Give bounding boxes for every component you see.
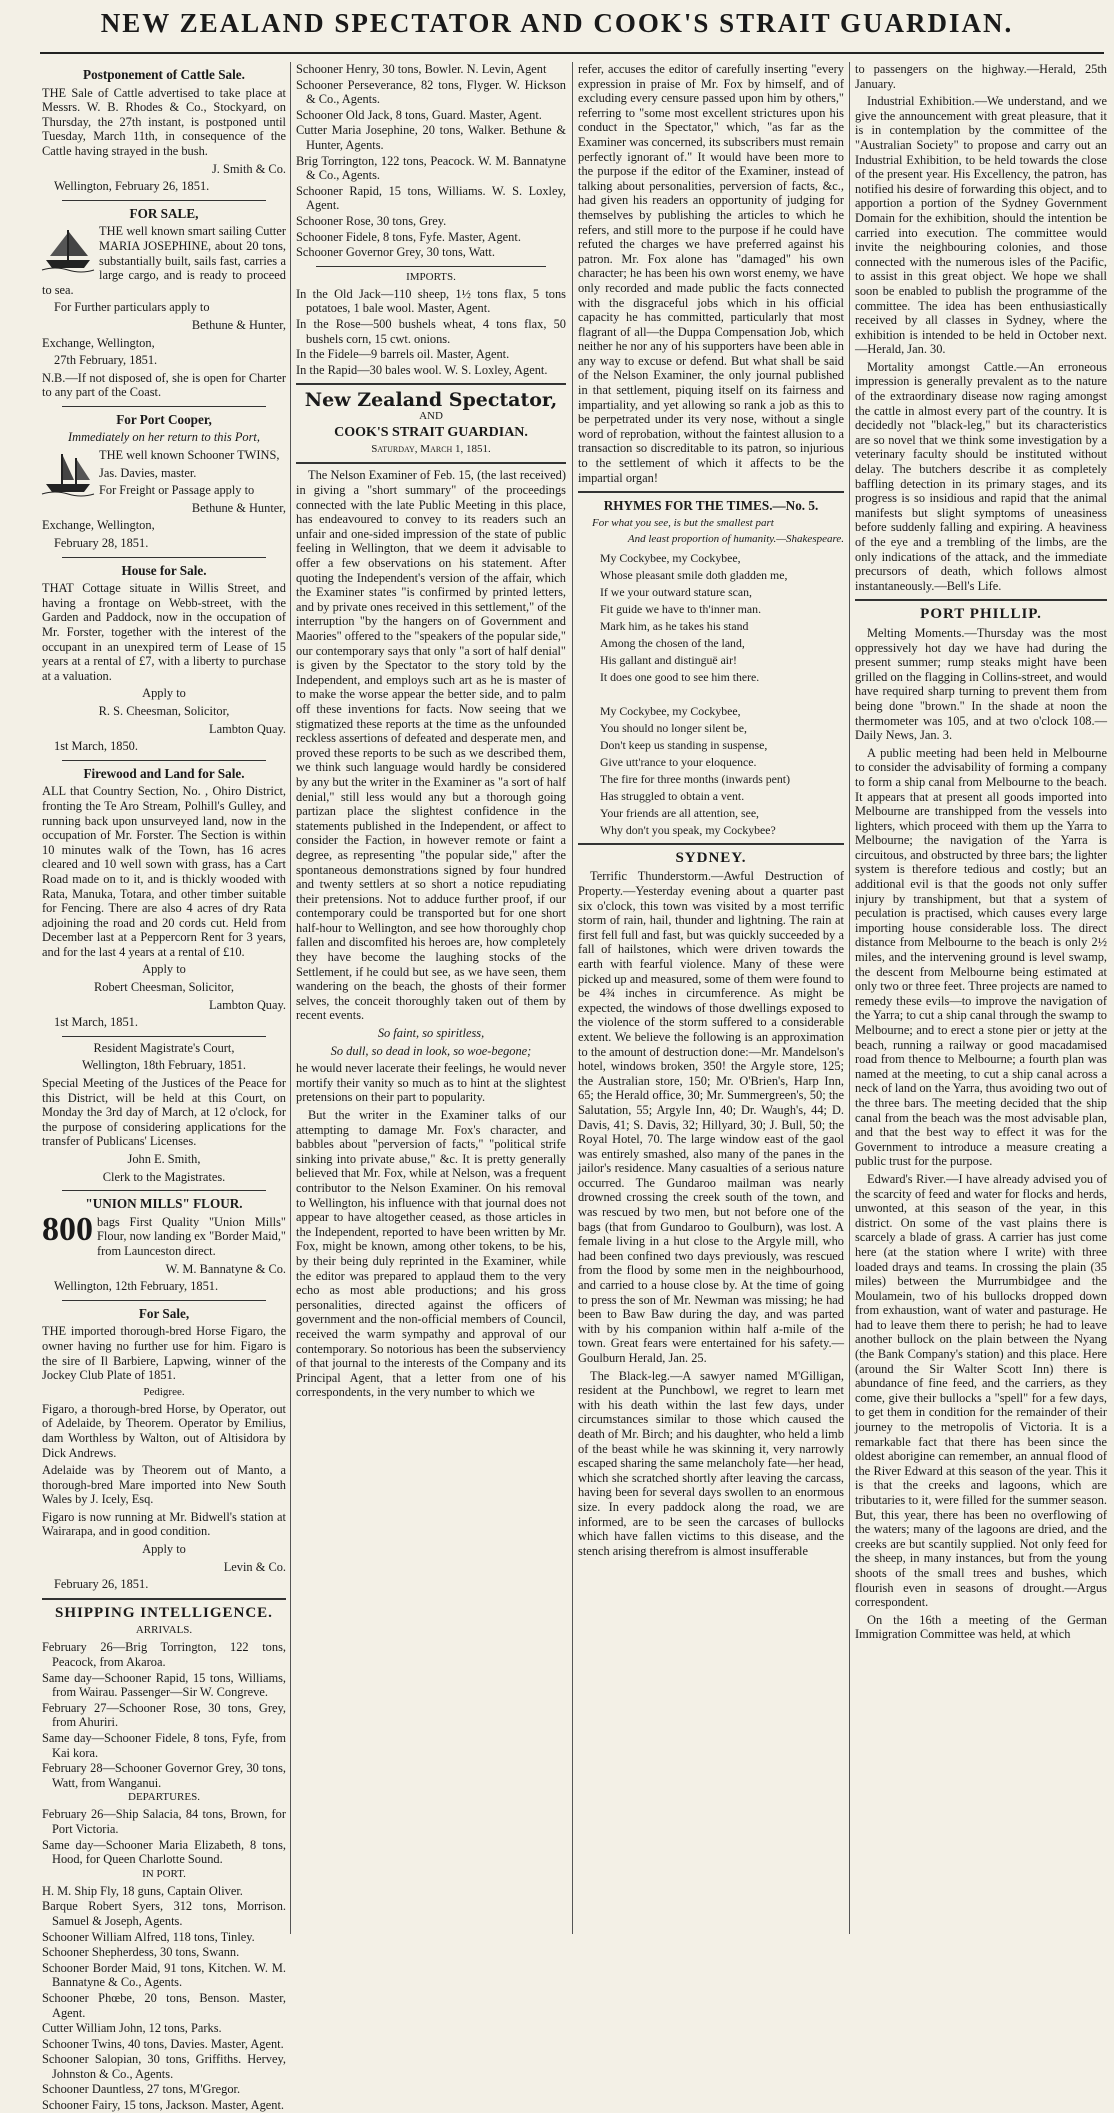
paper-title: New Zealand Spectator, bbox=[304, 389, 558, 412]
for-sale-signature: Bethune & Hunter, bbox=[191, 317, 286, 332]
horse-signature: Levin & Co. bbox=[223, 1559, 286, 1574]
for-sale-body: THE well known smart sailing Cutter MARIA JOSEPHINE, about 20 tons, substantially built, sails fast, carries a large cargo, and is ready to proceed to sea. bbox=[42, 224, 286, 297]
divider bbox=[855, 599, 1107, 601]
poem-line: It does one good to see him there. bbox=[600, 669, 760, 684]
list-item: Schooner Salopian, 30 tons, Griffiths. Hervey, Johnston & Co., Agents. bbox=[42, 2052, 286, 2081]
poem-line: My Cockybee, my Cockybee, bbox=[600, 703, 741, 718]
list-item: In the Rapid—30 bales wool. W. S. Loxley, Agent. bbox=[296, 362, 548, 377]
editorial-paragraph: The Nelson Examiner of Feb. 15, (the last received) in giving a "short summary" of the proceedings connected with the late Public Meeting in this place, has endeavoured to convey to its readers such an unfair and one-sided impression of the state of public feeling in Wellington, that we deem it advisable to offer a few observations on his statement. After quoting the Independent's version of the affair, which the Examiner states "is confirmed by printed letters, and by private ones received in this settlement," of the interruption "by the hangers on of Government and Maories" offered to the "speakers of the popular side," our contemporary says that only "a sort of half denial" is given by the Spectator to the story told by the Independent, and employs such art as he is master of to make the worse appear the better side, and to palm off these inventions for facts. Now seeing that we stigmatized these reports at the time as the unfounded reckless assertions of defeated and desperate men, and proved these reports to be such as we described them, we think such language would hardly be considered by any but the writer in the Examiner as "a sort of half denial," still less would any but a thorough going partizan place the slightest confidence in the statements published in the Independent, or affect to consider the Faction, in however remote or faint a degree, as representing "the popular side," after the spontaneous demonstrations signed by four hundred and twenty settlers at so short a notice repudiating their pretensions. Not to adduce further proof, if our contemporary could be transported but for one short half-hour to Wellington, and see how thoroughly chop fallen and discomfited his heroes are, how completely they have become the laughing stocks of the Settlement, if he could but see, as we have seen, them wandering on the beach, the ghosts of their former selves, the conceit thoroughly taken out of them by recent events. bbox=[296, 468, 566, 1023]
imports-heading: IMPORTS. bbox=[406, 270, 456, 283]
shipping-heading: SHIPPING INTELLIGENCE. bbox=[55, 1604, 273, 1621]
divider bbox=[62, 1036, 266, 1037]
port-cooper-sub: Immediately on her return to this Port, bbox=[68, 430, 260, 445]
arrivals-list bbox=[42, 1640, 286, 1790]
port-cooper-body: THE well known Schooner TWINS, bbox=[99, 448, 280, 463]
divider bbox=[42, 1598, 286, 1600]
cattle-sale-signature: J. Smith & Co. bbox=[211, 161, 286, 176]
port-phillip-heading: PORT PHILLIP. bbox=[920, 606, 1042, 623]
court-date: Wellington, 18th February, 1851. bbox=[81, 1058, 247, 1073]
list-item: Schooner Governor Grey, 30 tons, Watt. bbox=[296, 245, 495, 260]
house-sale-signature: R. S. Cheesman, Solicitor, bbox=[98, 703, 230, 718]
firewood-apply: Apply to bbox=[142, 962, 186, 977]
list-item: February 27—Schooner Rose, 30 tons, Grey, from Ahuriri. bbox=[42, 1700, 286, 1730]
port-cooper-date: February 28, 1851. bbox=[54, 536, 149, 551]
firewood-date: 1st March, 1851. bbox=[54, 1015, 138, 1030]
poem-line: Why don't you speak, my Cockybee? bbox=[600, 822, 776, 837]
port-phillip-article: A public meeting had been held in Melbourne to consider the advisability of forming a company to form a ship canal from Melbourne to the beach. It appears that at present all goods imported into Melbourne are transhipped from the vessels into lighters, which proceed with them up the Yarra to Melbourne; the navigation of the Yarra is circuitous, and obstructed by three bars; the lighter system is therefore tedious and costly; but an additional evil is that the goods not only suffer injury by transhipment, but that a system of peculation is practised, which causes every large importing house considerable loss. The direct distance from Melbourne to the beach is only 2½ miles, and the intervening ground is level swamp, the descent from Melbourne being estimated at only two or three feet. Three projects are named to remedy these evils—to improve the navigation of the Yarra; to cut a ship canal through the swamp to Melbourne; and to erect a stone pier or jetty at the beach, running a railway or good macadamised road from thence to Melbourne; a fourth plan was named at the meeting, to cut a ship canal across a neck of land on the Yarra, thus avoiding two out of the three bars. The meeting decided that the ship canal from the beach was the most advisable plan, and that the best way to effect it was for the Government to introduce a measure creating a public trust for the purpose. bbox=[855, 745, 1107, 1169]
poem bbox=[578, 551, 844, 837]
editorial-quote: So dull, so dead in look, so woe-begone; bbox=[330, 1043, 532, 1058]
port-cooper-place: Exchange, Wellington, bbox=[42, 518, 155, 533]
poem-line: My Cockybee, my Cockybee, bbox=[600, 550, 741, 565]
flour-body: bags First Quality "Union Mills" Flour, now landing ex "Border Maid," from Launceston direct. bbox=[97, 1214, 286, 1258]
rhymes-epigraph: For what you see, is but the smallest part bbox=[592, 516, 774, 529]
column-3 bbox=[578, 62, 844, 1934]
imports-list bbox=[296, 287, 566, 378]
divider bbox=[578, 843, 844, 845]
departures-heading: DEPARTURES. bbox=[128, 1791, 200, 1804]
horse-heading: For Sale, bbox=[138, 1305, 190, 1321]
divider bbox=[62, 760, 266, 761]
list-item: In the Fidele—9 barrels oil. Master, Agent. bbox=[296, 347, 510, 362]
list-item: In the Old Jack—110 sheep, 1½ tons flax, 5 tons potatoes, 1 bale wool. Master, Agent. bbox=[296, 286, 566, 316]
article-paragraph: Industrial Exhibition.—We understand, and we give the announcement with great pleasure, that it is in contemplation by the committee of the "Australian Society" to propose and carry out an Industrial Exhibition, to be held towards the close of the present year. His Excellency, the patron, has notified his desire of forwarding this object, and to apportion a portion of the Sydney Government Domain for the exhibition, should the intention be carried into execution. The committee would invite the neighbouring colonies, and those connected with the numerous isles of the Pacific, to assist in this great object. We hope we shall soon be enabled to publish the programme of the committee. The idea has been enthusiastically received by all classes in Sydney, where the exhibition is intended to be held in October next.—Herald, Jan. 30. bbox=[855, 94, 1107, 357]
flour-date: Wellington, 12th February, 1851. bbox=[54, 1279, 219, 1294]
pedigree-heading: Pedigree. bbox=[143, 1385, 185, 1398]
divider bbox=[316, 266, 546, 267]
list-item: February 26—Brig Torrington, 122 tons, Peacock, from Akaroa. bbox=[42, 1640, 286, 1670]
list-item: Same day—Schooner Maria Elizabeth, 8 tons, Hood, for Queen Charlotte Sound. bbox=[42, 1837, 286, 1867]
house-sale-apply: Apply to bbox=[142, 686, 186, 701]
ship-icon bbox=[42, 226, 94, 272]
list-item: H. M. Ship Fly, 18 guns, Captain Oliver. bbox=[42, 1883, 243, 1898]
editorial-quote: So faint, so spiritless, bbox=[377, 1026, 485, 1041]
flour-heading: "UNION MILLS" FLOUR. bbox=[85, 1196, 243, 1212]
sydney-heading: SYDNEY. bbox=[675, 849, 747, 866]
rhymes-epigraph: And least proportion of humanity.—Shakespeare. bbox=[627, 532, 844, 545]
poem-line bbox=[600, 687, 844, 701]
poem-line: Mark him, as he takes his stand bbox=[600, 618, 749, 633]
for-sale-apply: For Further particulars apply to bbox=[54, 300, 210, 315]
masthead-rule bbox=[40, 52, 1104, 54]
horse-apply: Apply to bbox=[142, 1542, 186, 1557]
poem-line: Fit guide we have to th'inner man. bbox=[600, 601, 762, 616]
for-sale-heading: FOR SALE, bbox=[129, 205, 199, 221]
list-item: Schooner William Alfred, 118 tons, Tinley. bbox=[42, 1929, 255, 1944]
list-item: Schooner Border Maid, 91 tons, Kitchen. W. M. Bannatyne & Co., Agents. bbox=[42, 1960, 286, 1990]
column-rule bbox=[849, 62, 850, 1934]
paper-subtitle: COOK'S STRAIT GUARDIAN. bbox=[334, 424, 528, 440]
port-cooper-signature: Bethune & Hunter, bbox=[191, 500, 286, 515]
poem-line: If we your outward stature scan, bbox=[600, 584, 752, 599]
list-item: Schooner Rose, 30 tons, Grey. bbox=[296, 213, 447, 228]
port-cooper-heading: For Port Cooper, bbox=[116, 411, 212, 427]
horse-body: THE imported thorough-bred Horse Figaro, the owner having no further use for him. Figaro is the sire of Il Barbiere, Lapwing, winner of the Jockey Club Plate of 1851. bbox=[42, 1324, 286, 1383]
poem-line: Among the chosen of the land, bbox=[600, 635, 745, 650]
list-item: In the Rose—500 bushels wheat, 4 tons flax, 50 bushels corn, 15 cwt. onions. bbox=[296, 316, 566, 346]
court-signature: John E. Smith, bbox=[127, 1152, 201, 1166]
list-item: Cutter Maria Josephine, 20 tons, Walker. Bethune & Hunter, Agents. bbox=[296, 123, 566, 152]
firewood-place: Lambton Quay. bbox=[209, 997, 286, 1012]
ship-icon bbox=[42, 450, 94, 496]
in-port-list bbox=[42, 1884, 286, 2113]
firewood-heading: Firewood and Land for Sale. bbox=[83, 765, 245, 781]
column-4 bbox=[855, 62, 1107, 1934]
cattle-sale-body: THE Sale of Cattle advertised to take place at Messrs. W. B. Rhodes & Co., Stockyard, on Thursday, the 27th instant, is postponed until Tuesday, March 11th, in consequence of the Cattle having strayed in the bush. bbox=[42, 85, 286, 158]
masthead: NEW ZEALAND SPECTATOR AND COOK'S STRAIT GUARDIAN. bbox=[100, 8, 1014, 38]
house-sale-heading: House for Sale. bbox=[121, 562, 207, 578]
in-port-heading: IN PORT. bbox=[142, 1867, 186, 1880]
list-item: Barque Robert Syers, 312 tons, Morrison. Samuel & Joseph, Agents. bbox=[42, 1899, 286, 1928]
list-item: Schooner Shepherdess, 30 tons, Swann. bbox=[42, 1945, 240, 1960]
poem-line: Your friends are all attention, see, bbox=[600, 805, 759, 820]
list-item: Schooner Rapid, 15 tons, Williams. W. S. Loxley, Agent. bbox=[296, 183, 566, 213]
arrivals-heading: ARRIVALS. bbox=[135, 1624, 193, 1637]
rhymes-heading: RHYMES FOR THE TIMES.—No. 5. bbox=[603, 498, 819, 514]
port-phillip-article: Melting Moments.—Thursday was the most oppressively hot day we have had during the present summer; rump steaks might have been grilled on the flagging in Collins-street, and would have required sharp turning to prevent them from being done "brown." In the shade at noon the thermometer was 105, and at two o'clock 108.—Daily News, Jan. 3. bbox=[855, 625, 1107, 743]
in-port-list-continued bbox=[296, 62, 566, 260]
column-2 bbox=[296, 62, 566, 1934]
column-rule bbox=[572, 62, 573, 1934]
poem-line: Whose pleasant smile doth gladden me, bbox=[600, 567, 788, 582]
divider bbox=[62, 1190, 266, 1191]
firewood-body: ALL that Country Section, No. , Ohiro District, fronting the Te Aro Stream, Polhill's Gulley, and running back upon unsurveyed land, now in the occupation of Mr. Forster. The Section is within 10 minutes walk of the Town, has 16 acres cleared and 10 well sown with grass, has a Cart Road made on to it, and is thickly wooded with Rata, Manuka, Totara, and other timber suitable for Fencing. There are also 4 acres of dry Rata adjoining the road and 20 cords cut. Held from December last at a Peppercorn Rent for 3 years, and for the last 4 years at a rental of £10. bbox=[42, 784, 286, 959]
list-item: Cutter William John, 12 tons, Parks. bbox=[42, 2021, 222, 2036]
column-1 bbox=[42, 62, 286, 2113]
editorial-paragraph: refer, accuses the editor of carefully inserting "every expression in praise of Mr. Fox by himself, and of excluding every censure passed upon him by others," referring to "some most excellent strictures upon his conduct in the Spectator," which, "as far as the Examiner was concerned, its subscribers must remain perfectly ignorant of." It would have been more to the purpose if the editor of the Examiner, instead of talking about personalities, perversion of facts, &c., had given his readers an opportunity of judging for themselves by publishing the articles to which he refers, and still more to the purpose if he could have refuted the charges we have preferred against his patron. Mr. Fox alone has "damaged" his own character; he has been his own worst enemy, we have only recorded and made public the facts connected with the disgraceful jobs which in his official capacity he has committed, particularly that most flagrant of all—the Duppa Compensation Job, which neither he nor any of his supporters have been able in any way to excuse or defend. But what shall be said of the Nelson Examiner, the only journal published in that settlement, piquing itself on its fairness and impartiality, and yet allowing so rank a job as this to be perpetrated under its very nose, without a single word of reprobation, without the faintest allusion to a transaction so discreditable to its patron, so injurious to the settlement of which it affects to be the impartial organ! bbox=[578, 62, 844, 485]
list-item: Schooner Fairy, 15 tons, Jackson. Master, Agent. bbox=[42, 2098, 285, 2113]
court-role: Clerk to the Magistrates. bbox=[102, 1169, 226, 1184]
house-sale-date: 1st March, 1850. bbox=[54, 739, 138, 754]
port-phillip-article: Edward's River.—I have already advised you of the scarcity of feed and water for flocks and herds, unwonted, at this season of the year, in this district. On some of the vast plains there is scarcely a blade of grass. A carrier has just come here (at the station where I write) with three loaded drays and teams. In crossing the plain (35 miles) between the Murrumbidgee and the Moulamein, two of his bullocks dropped down from exhaustion, want of water and pasturage. He had to leave them there to perish; he had to leave another bullock on the plain between the Nyang (the Bank Company's station) and this place. Here (around the Sir Walter Scott Inn) there is abundance of fine feed, and the carriers, as they come, give their bullocks a "spell" for a few days, to get them in condition for the remainder of their journey to the metropolis of Victoria. It is a remarkable fact that there has been since the oldest aborigine can remember, an annual flood of the River Edward at this season of the year. This it is that the creeks and lagoons, which are tributaries to it, were filled for the summer season. But, this year, there has been no overflowing of the waters; many of the lagoons are dried, and the creeks are but scantily supplied. Not only feed for the sheep, in many instances, but from the young shoots of the small trees and bushes, which flourish even in seasons of drought.—Argus correspondent. bbox=[855, 1171, 1107, 1610]
for-sale-note: N.B.—If not disposed of, she is open for Charter to any part of the Coast. bbox=[42, 370, 286, 400]
list-item: Same day—Schooner Fidele, 8 tons, Fyfe, from Kai kora. bbox=[42, 1731, 286, 1760]
list-item: Schooner Perseverance, 82 tons, Flyger. W. Hickson & Co., Agents. bbox=[296, 77, 566, 107]
list-item: Schooner Dauntless, 27 tons, M'Gregor. bbox=[42, 2082, 241, 2097]
list-item: Schooner Fidele, 8 tons, Fyfe. Master, Agent. bbox=[296, 229, 521, 244]
poem-line: Don't keep us standing in suspense, bbox=[600, 737, 768, 752]
poem-line: Has struggled to obtain a vent. bbox=[600, 788, 745, 803]
pedigree-line: Figaro is now running at Mr. Bidwell's station at Wairarapa, and in good condition. bbox=[42, 1509, 286, 1539]
issue-date: Saturday, March 1, 1851. bbox=[371, 443, 491, 456]
port-cooper-apply: For Freight or Passage apply to bbox=[99, 483, 255, 498]
flour-quantity: 800 bbox=[42, 1210, 93, 1248]
list-item: Schooner Old Jack, 8 tons, Guard. Master, Agent. bbox=[296, 107, 542, 122]
cattle-sale-date: Wellington, February 26, 1851. bbox=[54, 179, 210, 194]
port-cooper-master: Jas. Davies, master. bbox=[99, 465, 197, 480]
court-body: Special Meeting of the Justices of the Peace for this District, will be held at this Court, on Monday the 3rd day of March, at 12 o'clock, for the purpose of considering applications for the transfer of Publicans' Licenses. bbox=[42, 1076, 286, 1149]
poem-line: You should no longer silent be, bbox=[600, 720, 747, 735]
horse-date: February 26, 1851. bbox=[54, 1577, 149, 1592]
article-paragraph: Mortality amongst Cattle.—An erroneous impression is generally prevalent as to the nature of the extraordinary disease now raging amongst the cattle in almost every part of the country. It is decidedly not "black-leg," but its characteristics are so novel that we think some investigation by a veterinary faculty should be instituted without delay. The butchers describe it as completely baffling detection in its primary stages, and its progress is so insidious and rapid that the animal manifests but slight symptoms of uneasiness before suddenly falling and expiring. A heaviness of the eye and a trembling of the limbs, are the only indications of the attack, and the immediate precursors of death, which follows almost instantaneously.—Bell's Life. bbox=[855, 359, 1107, 593]
editorial-paragraph: he would never lacerate their feelings, he would never mortify their vanity so much as to hint at the slightest pretensions on their part to popularity. bbox=[296, 1061, 566, 1105]
flour-signature: W. M. Bannatyne & Co. bbox=[165, 1261, 286, 1276]
pedigree-line: Figaro, a thorough-bred Horse, by Operator, out of Adelaide, by Theorem. Operator by Emilius, dam Worthless by Walton, out of Altisidora by Dick Andrews. bbox=[42, 1401, 286, 1460]
for-sale-place: Exchange, Wellington, bbox=[42, 335, 155, 350]
divider bbox=[296, 383, 566, 385]
sydney-article: Terrific Thunderstorm.—Awful Destruction of Property.—Yesterday evening about a quarter past six o'clock, this town was visited by a most terrific storm of rain, hail, thunder and lightning. The rain at first fell full and fast, but was quickly succeeded by a fall of hailstones, which were driven towards the earth with fearful violence. Many of these were picked up and measured, some of them were found to be 4¾ inches in circumference. As might be expected, the windows of those dwellings exposed to the violence of the storm suffered to a considerable extent. We believe the following is an approximation to the amount of destruction done:—Mr. Mandelson's hotel, windows broken, 350! the Argyle store, 125; the Australian store, 150; Mr. O'Brien's, Harp Inn, 65; the Herald office, 30; Mr. Summergreen's, 50; the Salutation, 55; Argyle Inn, 40; Dr. Waugh's, 44; D. Davis, 41; S. Davis, 32; Hillyard, 30; J. Bull, 50; the Royal Hotel, 70. The large window east of the gaol was entirely smashed, also many of the panes in the jailor's residence. Many casualties of a serious nature occurred. The Gundaroo mailman was nearly drowned crossing the creek south of the town, and was rescued by two men, but not before one of the bags (that from Gundaroo to Goulburn), was lost. A female living in a hut close to the Argyle mill, who had been confined two days previously, was rescued from the flood by some men in the neighbourhood, and carried to a house close by. At the time of going to press the son of Mr. Newman was missing; he had been to Baw Baw during the day, and was parted with by his companion within half a-mile of the town. Great fears were entertained for his safety.—Goulburn Herald, Jan. 25. bbox=[578, 869, 844, 1365]
house-sale-body: THAT Cottage situate in Willis Street, and having a frontage on Webb-street, with the Garden and Paddock, now in the occupation of Mr. Forster, together with the interest of the occupant in an unexpired term of Lease of 15 years at a rental of £7, with a liberty to purchase at a valuation. bbox=[42, 581, 286, 683]
divider bbox=[296, 462, 566, 464]
divider bbox=[62, 406, 266, 407]
divider bbox=[578, 491, 844, 493]
poem-line: His gallant and distinguë air! bbox=[600, 652, 737, 667]
divider bbox=[62, 200, 266, 201]
pedigree-line: Adelaide was by Theorem out of Manto, a thorough-bred Mare imported into New South Wales by J. Icely, Esq. bbox=[42, 1463, 286, 1507]
house-sale-place: Lambton Quay. bbox=[209, 721, 286, 736]
editorial-paragraph: But the writer in the Examiner talks of our attempting to damage Mr. Fox's character, and babbles about "perversion of facts," "political strife sinking into private abuse," &c. It is pretty generally believed that Mr. Fox, while at Nelson, was a frequent contributor to the Nelson Examiner. On his removal to Wellington, his influence with that journal does not appear to have altogether ceased, as those articles in the Independent, reported to have been written by Mr. Fox, might be known, among other tokens, to be his, by their being duly reprinted in the Examiner, while the editor was prepared to applaud them to the very echo as most able productions; and his gross personalities, directed against the officers of government and the non-official members of Council, received the warm sympathy and approval of our contemporary. So notorious has been the subserviency of that journal to the interests of the Company and its Principal Agent, that a letter from one of his correspondents, in the very number to which we bbox=[296, 1108, 566, 1400]
paper-title-and: AND bbox=[419, 409, 443, 422]
list-item: Brig Torrington, 122 tons, Peacock. W. M. Bannatyne & Co., Agents. bbox=[296, 153, 566, 183]
list-item: February 28—Schooner Governor Grey, 30 tons, Watt, from Wanganui. bbox=[42, 1761, 286, 1790]
poem-line: The fire for three months (inwards pent) bbox=[600, 771, 790, 786]
sydney-article: The Black-leg.—A sawyer named M'Gilligan, resident at the Punchbowl, we regret to learn met with his death within the last few days, under circumstances similar to those which caused the death of Mr. Birch; and his daughter, who held a limb of the beast while he was skinning it, very narrowly escaped sharing the same melancholy fate—her head, which she scratched shortly after leaving the carcass, having been for several days swollen to an enormous size. In every paddock along the road, we are informed, are to be seen the carcases of bullocks which have fallen victims to this disease, and the stench arising therefrom is almost insufferable bbox=[578, 1368, 844, 1558]
for-sale-date: 27th February, 1851. bbox=[54, 353, 158, 368]
port-phillip-article: On the 16th a meeting of the German Immigration Committee was held, at which bbox=[855, 1612, 1107, 1642]
list-item: February 26—Ship Salacia, 84 tons, Brown, for Port Victoria. bbox=[42, 1807, 286, 1836]
article-paragraph: to passengers on the highway.—Herald, 25th January. bbox=[855, 62, 1107, 91]
list-item: Schooner Twins, 40 tons, Davies. Master, Agent. bbox=[42, 2036, 284, 2051]
cattle-sale-heading: Postponement of Cattle Sale. bbox=[83, 67, 245, 82]
poem-line: Give utt'rance to your eloquence. bbox=[600, 754, 757, 769]
column-rule bbox=[290, 62, 291, 1934]
divider bbox=[62, 1300, 266, 1301]
departures-list bbox=[42, 1807, 286, 1866]
court-heading: Resident Magistrate's Court, bbox=[93, 1040, 235, 1055]
firewood-signature: Robert Cheesman, Solicitor, bbox=[94, 980, 234, 995]
list-item: Schooner Henry, 30 tons, Bowler. N. Levin, Agent bbox=[296, 62, 547, 76]
divider bbox=[62, 557, 266, 558]
list-item: Schooner Phœbe, 20 tons, Benson. Master, Agent. bbox=[42, 1990, 286, 2020]
list-item: Same day—Schooner Rapid, 15 tons, Williams, from Wairau. Passenger—Sir W. Congreve. bbox=[42, 1670, 286, 1700]
